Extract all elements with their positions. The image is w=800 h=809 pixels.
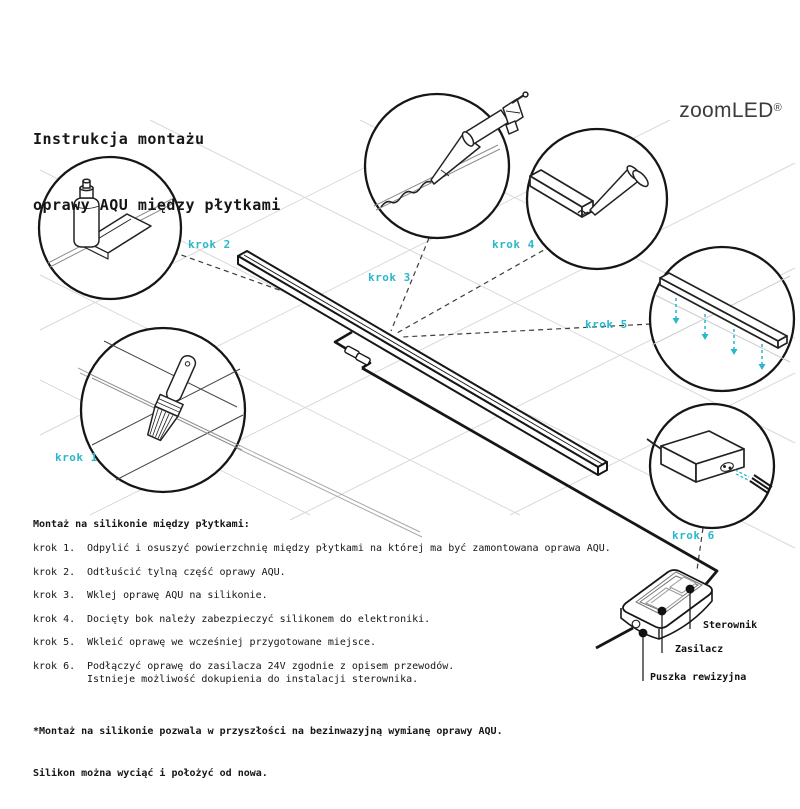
instruction-step: [33, 543, 673, 554]
footnote-line-2: Silikon można wyciąć i położyć od nowa.: [33, 768, 268, 779]
callout-krok-4: [527, 129, 667, 269]
instructions-block: [33, 519, 673, 809]
step-label: krok 6.: [33, 660, 76, 672]
page-title: [33, 84, 281, 238]
step-text: Docięty bok należy zabezpieczyć silikonem do elektroniki.: [87, 613, 431, 625]
step-text-continued: Istnieje możliwość dokupienia do instalacji sterownika.: [87, 673, 419, 685]
callout-krok-5: [650, 247, 794, 391]
step-text: Wkleić oprawę we wcześniej przygotowane miejsce.: [87, 637, 376, 648]
step-text: Odpylić i osuszyć powierzchnię między płytkami na której ma być zamontowana oprawa AQU.: [87, 543, 611, 554]
brand-logo: [679, 99, 782, 123]
callout-krok-6: [647, 404, 774, 528]
step-text: Podłączyć oprawę do zasilacza 24V zgodnie z opisem przewodów.: [87, 660, 455, 672]
footnote-line-1: *Montaż na silikonie pozwala w przyszłości na bezinwazyjną wymianę oprawy AQU.: [33, 726, 503, 737]
step-label: krok 2.: [33, 566, 76, 578]
callout-krok-1: [81, 328, 245, 492]
diagram-label-krok-4: krok 4: [492, 238, 535, 251]
step-label: krok 4.: [33, 613, 76, 625]
cable-connector-icon: [344, 346, 371, 366]
brand-name: zoomLED: [679, 99, 774, 122]
diagram-label-krok-6: krok 6: [672, 529, 715, 542]
step-label: krok 5.: [33, 637, 76, 648]
label-zasilacz: Zasilacz: [675, 644, 724, 655]
instruction-step: [33, 661, 673, 672]
step-text: Odtłuścić tylną część oprawy AQU.: [87, 566, 286, 578]
instructions-heading: Montaż na silikonie między płytkami:: [33, 519, 250, 530]
step-label: krok 3.: [33, 590, 76, 601]
diagram-label-krok-2: krok 2: [188, 238, 231, 251]
instruction-step: [33, 637, 673, 648]
callout-krok-3: [365, 92, 528, 238]
diagram-label-krok-3: krok 3: [368, 271, 411, 284]
instruction-step: [33, 590, 673, 601]
step-text: Wklej oprawę AQU na silikonie.: [87, 590, 268, 601]
title-line-1: Instrukcja montażu: [33, 130, 205, 148]
instruction-step: [33, 614, 673, 625]
diagram-label-krok-1: krok 1: [55, 451, 98, 464]
label-puszka-rewizyjna: Puszka rewizyjna: [650, 672, 747, 683]
title-line-2: oprawy AQU między płytkami: [33, 196, 281, 214]
instruction-step: [33, 567, 673, 578]
registered-mark: ®: [773, 102, 782, 114]
footnote: [33, 697, 673, 809]
diagram-label-krok-5: krok 5: [585, 318, 628, 331]
step-label: krok 1.: [33, 543, 76, 554]
label-sterownik: Sterownik: [703, 620, 758, 631]
